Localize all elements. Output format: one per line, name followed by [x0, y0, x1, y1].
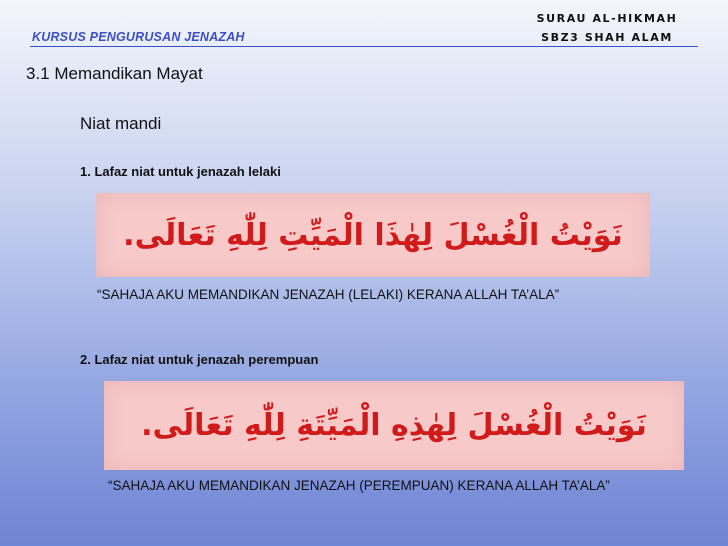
item-label-male: 1. Lafaz niat untuk jenazah lelaki	[80, 164, 281, 179]
arabic-verse-female: نَوَيْتُ الْغُسْلَ لِهٰذِهِ الْمَيِّتَةِ لِلّٰهِ تَعَالَى.	[141, 408, 647, 443]
organization-name: SURAU AL-HIKMAH	[536, 12, 678, 25]
item-label-female: 2. Lafaz niat untuk jenazah perempuan	[80, 352, 319, 367]
translation-male: “SAHAJA AKU MEMANDIKAN JENAZAH (LELAKI) KERANA ALLAH TA’ALA”	[97, 287, 560, 302]
organization-location: SBZ3 SHAH ALAM	[541, 31, 673, 44]
course-title: KURSUS PENGURUSAN JENAZAH	[32, 30, 245, 44]
header-divider	[30, 46, 698, 47]
arabic-verse-image-female	[104, 381, 684, 470]
section-subtitle: Niat mandi	[80, 114, 162, 133]
arabic-verse-image-male	[96, 193, 650, 277]
arabic-verse-male: نَوَيْتُ الْغُسْلَ لِهٰذَا الْمَيِّتِ لِلّٰهِ تَعَالَى.	[123, 217, 623, 253]
translation-female: “SAHAJA AKU MEMANDIKAN JENAZAH (PEREMPUAN) KERANA ALLAH TA’ALA”	[108, 478, 610, 493]
organization-header	[512, 9, 702, 47]
section-title: 3.1 Memandikan Mayat	[26, 64, 203, 83]
